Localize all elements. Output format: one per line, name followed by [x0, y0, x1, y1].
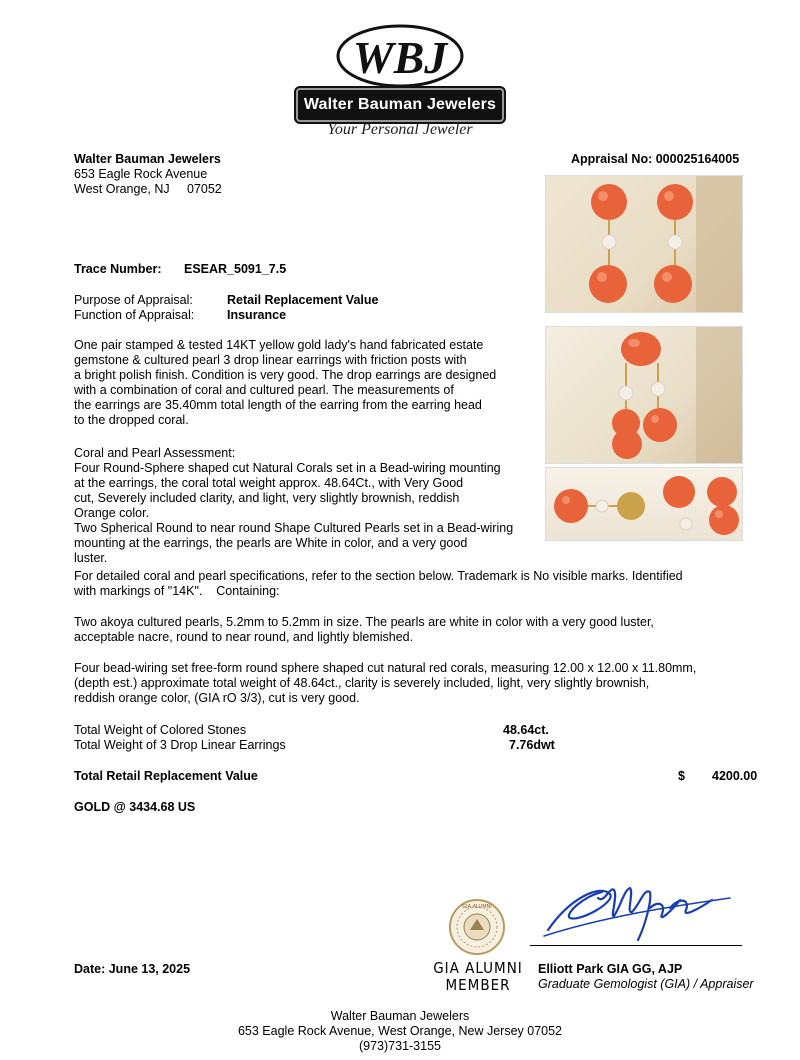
specifications-note	[74, 569, 774, 599]
description-line: a bright polish finish. Condition is very good. The drop earrings are designed	[74, 368, 497, 382]
specs-line: with markings of "14K". Containing:	[74, 584, 280, 598]
specs-line: For detailed coral and pearl specifications, refer to the section below. Trademark is No visible marks. Identified	[74, 569, 683, 583]
company-logo	[290, 18, 510, 143]
assessment-line: cut, Severely included clarity, and light, very slightly brownish, reddish	[74, 491, 460, 505]
appraiser-signature-icon	[540, 878, 740, 948]
gia-seal-text: GIA ALUMNI	[462, 904, 492, 910]
footer-address: 653 Eagle Rock Avenue, West Orange, New Jersey 07052	[237, 1024, 563, 1038]
gia-badge-line2: MEMBER	[445, 976, 511, 994]
business-city: West Orange, NJ 07052	[74, 182, 222, 196]
earrings-weight-value: 7.76dwt	[509, 738, 555, 752]
assessment-line: luster.	[74, 551, 108, 565]
appraisal-number: Appraisal No: 000025164005	[571, 152, 740, 166]
logo-monogram-text: WBJ	[352, 32, 448, 83]
assessment-line: at the earrings, the coral total weight approx. 48.64Ct., with Very Good	[74, 476, 464, 490]
business-name: Walter Bauman Jewelers	[74, 152, 221, 166]
business-street: 653 Eagle Rock Avenue	[74, 167, 208, 181]
description-line: to the dropped coral.	[74, 413, 189, 427]
footer-business-name: Walter Bauman Jewelers	[330, 1009, 470, 1023]
stones-weight-label: Total Weight of Colored Stones	[74, 723, 247, 737]
earrings-photo-front	[545, 175, 743, 313]
assessment-line: Four Round-Sphere shaped cut Natural Corals set in a Bead-wiring mounting	[74, 461, 501, 475]
retail-currency: $	[678, 769, 685, 783]
description-line: the earrings are 35.40mm total length of the earring from the earring head	[74, 398, 482, 412]
item-description	[74, 338, 534, 428]
retail-value-label: Total Retail Replacement Value	[74, 769, 258, 783]
logo-tagline: Your Personal Jeweler	[327, 121, 473, 138]
function-value: Insurance	[227, 308, 287, 322]
assessment-line: Two Spherical Round to near round Shape Cultured Pearls set in a Bead-wiring	[74, 521, 514, 535]
appraisal-date: Date: June 13, 2025	[74, 962, 191, 976]
stones-weight-value: 48.64ct.	[503, 723, 549, 737]
purpose-label: Purpose of Appraisal:	[74, 293, 193, 307]
earrings-photo-side	[545, 326, 743, 464]
signature-line	[530, 945, 742, 946]
coral-line: Four bead-wiring set free-form round sphere shaped cut natural red corals, measuring 12.00 x 12.00 x 11.80mm,	[74, 661, 697, 675]
assessment-line: Coral and Pearl Assessment:	[74, 446, 236, 460]
gia-seal-icon	[448, 898, 506, 956]
coral-line: reddish orange color, (GIA rO 3/3), cut is very good.	[74, 691, 360, 705]
assessment-line: mounting at the earrings, the pearls are White in color, and a very good	[74, 536, 468, 550]
trace-value: ESEAR_5091_7.5	[184, 262, 287, 276]
coral-line: (depth est.) approximate total weight of 48.64ct., clarity is severely included, light, very slightly brownish,	[74, 676, 650, 690]
pearl-line: acceptable nacre, round to near round, and lightly blemished.	[74, 630, 414, 644]
purpose-value: Retail Replacement Value	[227, 293, 379, 307]
description-line: gemstone & cultured pearl 3 drop linear earrings with friction posts with	[74, 353, 467, 367]
footer-phone: (973)731-3155	[358, 1039, 441, 1053]
assessment-line: Orange color.	[74, 506, 150, 520]
description-line: with a combination of coral and cultured pearl. The measurements of	[74, 383, 454, 397]
wbj-monogram-logo	[330, 18, 470, 98]
logo-banner: Walter Bauman Jewelers	[296, 88, 504, 122]
trace-label: Trace Number:	[74, 262, 162, 276]
pearl-details	[74, 615, 774, 645]
gold-price: GOLD @ 3434.68 US	[74, 800, 196, 814]
earrings-photo-flat	[545, 467, 743, 541]
function-label: Function of Appraisal:	[74, 308, 195, 322]
description-line: One pair stamped & tested 14KT yellow gold lady's hand fabricated estate	[74, 338, 484, 352]
earrings-weight-label: Total Weight of 3 Drop Linear Earrings	[74, 738, 286, 752]
gia-alumni-badge	[430, 960, 526, 994]
coral-pearl-assessment	[74, 446, 534, 566]
gia-badge-line1: GIA ALUMNI	[433, 959, 523, 977]
retail-value: 4200.00	[712, 769, 758, 783]
pearl-line: Two akoya cultured pearls, 5.2mm to 5.2mm in size. The pearls are white in color with a very good luster,	[74, 615, 654, 629]
coral-details	[74, 661, 774, 706]
appraiser-title: Graduate Gemologist (GIA) / Appraiser	[538, 977, 754, 991]
appraiser-name: Elliott Park GIA GG, AJP	[538, 962, 683, 976]
